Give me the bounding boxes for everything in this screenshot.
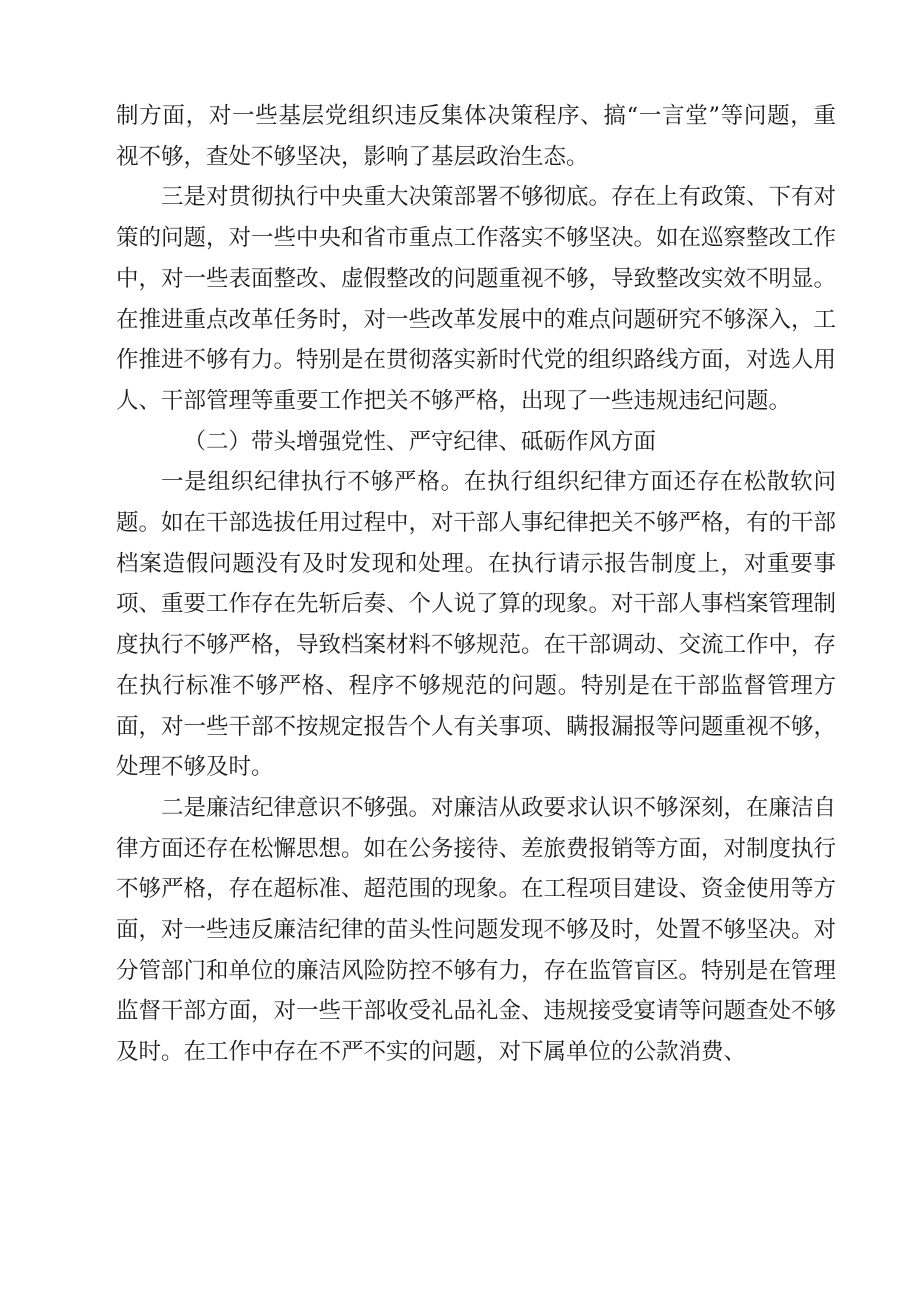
paragraph-three-central-decisions: 三是对贯彻执行中央重大决策部署不够彻底。存在上有政策、下有对策的问题，对一些中央和省市重点工作落实不够坚决。如在巡察整改工作中，对一些表面整改、虚假整改的问题重视不够，导致整改实效不明显。在推进重点改革任务时，对一些改革发展中的难点问题研究不够深入，工作推进不够有力。特别是在贯彻落实新时代党的组织路线方面，对选人用人、干部管理等重要工作把关不够严格，出现了一些违规违纪问题。 xyxy=(116,184,837,414)
document-body xyxy=(116,96,836,1073)
section-heading-two: （二）带头增强党性、严守纪律、砥砺作风方面 xyxy=(183,428,657,455)
paragraph-two-integrity-discipline: 二是廉洁纪律意识不够强。对廉洁从政要求认识不够深刻，在廉洁自律方面还存在松懈思想。如在公务接待、差旅费报销等方面，对制度执行不够严格，存在超标准、超范围的现象。在工程项目建设、资金使用等方面，对一些违反廉洁纪律的苗头性问题发现不够及时，处置不够坚决。对分管部门和单位的廉洁风险防控不够有力，存在监管盲区。特别是在管理监督干部方面，对一些干部收受礼品礼金、违规接受宴请等问题查处不够及时。在工作中存在不严不实的问题，对下属单位的公款消费、 xyxy=(116,794,837,1066)
continuation-paragraph: 制方面，对一些基层党组织违反集体决策程序、搞“一言堂”等问题，重视不够，查处不够坚决，影响了基层政治生态。 xyxy=(116,103,836,170)
paragraph-one-organizational-discipline: 一是组织纪律执行不够严格。在执行组织纪律方面还存在松散软问题。如在干部选拔任用过程中，对干部人事纪律把关不够严格，有的干部档案造假问题没有及时发现和处理。在执行请示报告制度上，对重要事项、重要工作存在先斩后奏、个人说了算的现象。对干部人事档案管理制度执行不够严格，导致档案材料不够规范。在干部调动、交流工作中，存在执行标准不够严格、程序不够规范的问题。特别是在干部监督管理方面，对一些干部不按规定报告个人有关事项、瞒报漏报等问题重视不够，处理不够及时。 xyxy=(116,469,837,781)
